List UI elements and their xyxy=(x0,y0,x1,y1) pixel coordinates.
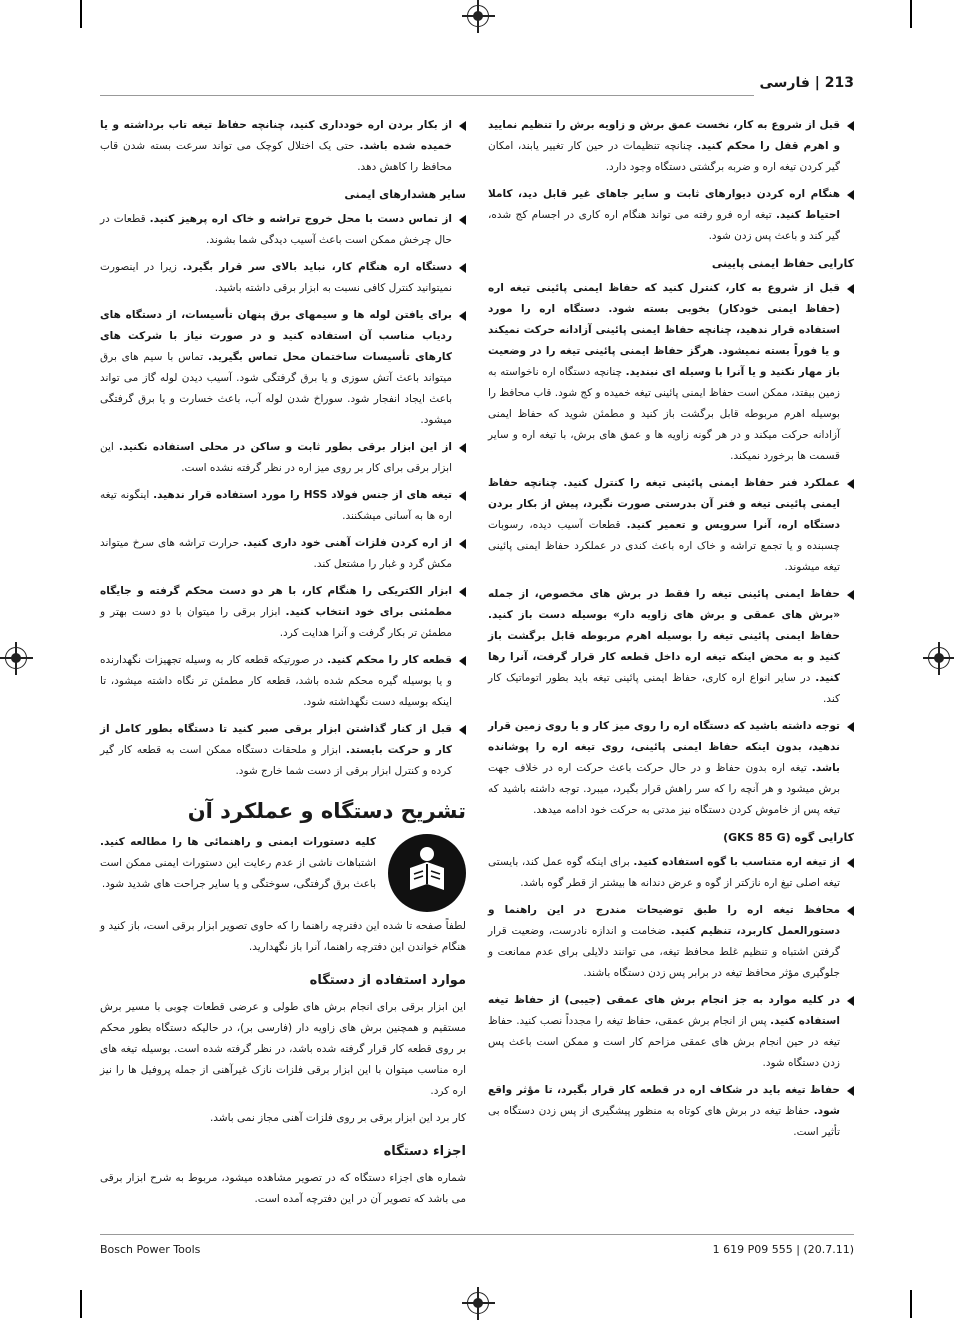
page-label: 213 | فارسی xyxy=(759,75,854,91)
bullet-text: تیغه اره بدون حفاظ و در حال حرکت باعث حرکت اره در خلاف جهت برش میشود و هر آنچه را که سر راهش قرار بگیرد، میبرد. توجه داشته باشید که تیغه پس از خاموش کردن دستگاه نیز مدتی به حرکت خود ادامه میدهد. xyxy=(488,762,840,816)
paragraph: کار برد این ابزار برقی بر روی فلزات آهنی مجاز نمی باشد. xyxy=(209,1112,466,1124)
page-footer xyxy=(100,1234,854,1265)
crop-mark xyxy=(910,0,912,28)
page-header xyxy=(100,75,854,97)
bullet-text: حرارت تراشه های سرخ میتواند مکش گرد و غبار را مشتعل کند. xyxy=(100,537,452,570)
section-heading: اجزاء دستگاه xyxy=(383,1144,466,1159)
manual-warning xyxy=(100,832,466,895)
bullet xyxy=(100,485,466,527)
bullet-heading: قطعه کار را محکم کنید. xyxy=(327,654,452,666)
subheading: سایر هشدارهای ایمنی xyxy=(344,188,466,201)
bullet-heading: از بکار بردن اره خودداری کنید، چنانچه حفاظ تیغه تاب برداشته و یا خمیده شده باشد. xyxy=(100,119,452,152)
bullet-text: اینگونه تیغه اره ها به آسانی میشکنند. xyxy=(100,489,452,522)
paragraph: شماره های اجزاء دستگاه که در تصویر مشاهده میشود، مربوط به شرح ابزار برقی می باشد که تصویر آن در این دفترچه آمده است. xyxy=(100,1172,466,1205)
bullet-text: در صورتیکه قطعه کار به وسیله تجهیزات نگهدارنده و یا بوسیله گیره محکم شده باشد، قطعه کار مطمئن تر نگاه داشته میشود، تا اینکه بوسیله دست نگهداشته شود. xyxy=(100,654,452,708)
crop-mark xyxy=(910,1290,912,1318)
bullet xyxy=(100,437,466,479)
subheading: کارایی گوه (GKS 85 G) xyxy=(723,831,854,844)
bullet xyxy=(488,852,854,894)
bullet xyxy=(100,650,466,713)
bullet-heading: حفاظ ایمنی پائینی تیغه را فقط در برش های مخصوص، از جمله «برش های عمقی و برش های زاویه دار» بوسیله دست باز کنید. حفاظ ایمنی پائینی تیغه را بوسیله اهرم مربوطه قابل برگشت باز کنید و به محض اینکه تیغه اره داخل قطعه کار قرار گرفت، آنرا رها کنید. xyxy=(488,588,840,684)
footer-right: 1 619 P09 555 | (20.7.11) xyxy=(712,1243,854,1256)
subheading: کارایی حفاظ ایمنی پایینی xyxy=(711,257,854,270)
bullet xyxy=(488,278,854,467)
bullet-text: ابزار برقی را میتوان با دو دست بهتر و مطمئن تر بکار گرفت و آنرا هدایت کرد. xyxy=(100,606,452,639)
bullet xyxy=(488,900,854,984)
registration-mark-icon xyxy=(928,647,950,669)
bullet xyxy=(488,1080,854,1143)
bullet-heading: محافظ تیغه اره را طبق توضیحات مندرج در این راهنما و دستورالعمل کاربرد، تنظیم کنید. xyxy=(488,904,840,937)
bullet-heading: قبل از شروع به کار، نخست عمق برش و زاویه برش را تنظیم نمایید و اهرم قفل را محکم کنید. xyxy=(488,119,841,152)
bullet-heading: از این ابزار برقی بطور ثابت و ساکن در محلی استفاده نکنید. xyxy=(118,441,453,453)
registration-mark-icon xyxy=(467,1292,489,1314)
bullet-heading: تیغه های از جنس فولاد HSS را مورد استفاده قرار ندهید. xyxy=(153,489,452,501)
right-column xyxy=(488,115,854,1149)
bullet-text: چنانچه تنظیمات در حین کار تغییر یابند، امکان گیر کردن تیغه اره و ضربه برگشتی دستگاه وجود دارد. xyxy=(488,140,840,173)
bullet-text: تماس با سیم های برق میتواند باعث آتش سوزی و یا برق گرفتگی شود. آسیب دیدن لوله گاز می تواند باعث ایجاد انفجار شود. سوراخ شدن لوله آب، باعث خسارت و یا برق گرفتگی میشود. xyxy=(100,351,452,426)
registration-mark-icon xyxy=(5,647,27,669)
bullet xyxy=(100,209,466,251)
bullet-heading: ابزار الکتریکی را هنگام کار، با هر دو دست محکم گرفته و جایگاه مطمئنی برای خود انتخاب کنید. xyxy=(100,585,452,618)
section-title: تشریح دستگاه و عملکرد آن xyxy=(187,799,466,823)
bullet-text: برای اینکه گوه عمل کند، بایستی تیغه اصلی تیغ اره نازکتر از گوه و عرض دندانه ها بیشتر از قطر گوه باشد. xyxy=(488,856,840,889)
bullet-text: حتی یک اختلال کوچک می تواند سرعت بسته شدن قاب محافظ را کاهش دهد. xyxy=(100,140,452,173)
header-rule xyxy=(100,95,754,96)
bullet xyxy=(488,716,854,821)
bullet-text: پس از انجام برش عمقی، حفاظ تیغه را مجدداً نصب کنید. حفاظ تیغه در حین انجام برش های عمقی مزاحم کار است و ممکن است باعث پس زدن دستگاه شود. xyxy=(488,1015,840,1069)
bullet-text: ضخامت و اندازه نادرست، وضعیت قرار گرفتن اشتباه و تنظیم غلط محافظ تیغه، می توانند دلایلی برای عدم ممانعت و جلوگیری مؤثر محافظ تیغه در برابر پس زدن دستگاه باشند. xyxy=(488,925,840,979)
bullet-text: ابزار و ملحقات دستگاه ممکن است به قطعه کار گیر کرده و کنترل ابزار برقی از دست شما خارج شود. xyxy=(100,744,452,777)
bullet xyxy=(100,581,466,644)
bullet xyxy=(100,719,466,782)
bullet-heading: از تیغه اره متناسب با گوه استفاده کنید. xyxy=(633,856,841,868)
footer-left: Bosch Power Tools xyxy=(100,1243,201,1256)
bullet-text: این ابزار برقی برای کار بر روی میز اره در نظر گرفته نشده است. xyxy=(100,441,452,474)
bullet xyxy=(488,473,854,578)
read-manual-icon xyxy=(388,834,466,912)
bullet-heading: از تماس دست با محل خروج تراشه و خاک اره پرهیز کنید. xyxy=(149,213,452,225)
bullet-heading: دستگاه اره هنگام کار، نباید بالای سر قرار بگیرد. xyxy=(182,261,452,273)
bullet xyxy=(488,115,854,178)
bullet-text: تیغه اره فرو رفته می تواند هنگام اره کاری در اجسام کج شده، گیر کند و باعث پس زدن شود. xyxy=(488,209,840,242)
bullet-text: چنانچه دستگاه اره ناخواسته به زمین بیفتد، ممکن است حفاظ ایمنی پائینی تیغه خمیده و کج شود. قاب محافظ را بوسیله اهرم مربوطه قابل برگشت باز کنید و مطمئن شوید که حفاظ ایمنی آزادانه حرکت میکند و در هر گونه زاویه ها و عمق های برش، با تیغه اره و سایر قسمت ها برخورد نمیکند. xyxy=(488,366,840,462)
bullet-heading: توجه داشته باشید که دستگاه اره را روی میز کار و یا روی زمین قرار ندهید، بدون اینکه حفاظ ایمنی پائینی، روی تیغه اره را پوشانده باشد. xyxy=(488,720,840,774)
section-heading: موارد استفاده از دستگاه xyxy=(309,973,466,988)
registration-mark-icon xyxy=(467,5,489,27)
bullet-text: قطعات در حال چرخش ممکن است باعث آسیب دیدگی شما بشوند. xyxy=(100,213,452,246)
paragraph: این ابزار برقی برای انجام برش های طولی و عرضی قطعات چوبی با مسیر برش مستقیم و همچنین برش های زاویه دار (فارسی بر)، در حالیکه دستگاه بطور محکم بر روی قطعه کار قرار گرفته شده باشد، در نظر گرفته شده است. بوسیله تیغه های اره مناسب میتوان با این ابزار برقی فلزات نازک غیرآهنی از جمله پروفیل ها را نیز اره کرد. xyxy=(100,1001,466,1097)
bullet-text: زیرا در اینصورت نمیتوانید کنترل کافی نسبت به ابزار برقی داشته باشید. xyxy=(100,261,452,294)
bullet xyxy=(488,584,854,710)
warning-heading: کلیه دستورات ایمنی و راهنمائی ها را مطالعه کنید. xyxy=(100,836,376,848)
bullet-heading: در کلیه موارد به جز انجام برش های عمقی (جیبی) از حفاظ تیغه استفاده کنید. xyxy=(488,994,840,1027)
bullet xyxy=(100,533,466,575)
bullet xyxy=(100,115,466,178)
crop-mark xyxy=(80,0,82,28)
bullet xyxy=(488,990,854,1074)
bullet-heading: برای یافتن لوله ها و سیمهای برق پنهان تأسیسات، از دستگاه های ردیاب مناسب آن استفاده کنید و در صورت نیاز با شرکت های کارهای تأسیسات ساختمان محل تماس بگیرید. xyxy=(100,309,452,363)
warning-text: اشتباهات ناشی از عدم رعایت این دستورات ایمنی ممکن است باعث برق گرفتگی، سوختگی و یا سایر جراحت های شدید شود. xyxy=(100,857,376,890)
bullet-text: قطعات آسیب دیده، رسوبات چسبنده و یا تجمع تراشه و خاک اره باعث کندی در عملکرد حفاظ ایمنی پائینی تیغه میشوند. xyxy=(488,519,840,573)
bullet xyxy=(100,305,466,431)
bullet-heading: از اره کردن فلزات آهنی خود داری کنید. xyxy=(243,537,452,549)
bullet xyxy=(100,257,466,299)
bullet-heading: قبل از شروع به کار، کنترل کنید که حفاظ ایمنی پائینی تیغه اره (حفاظ ایمنی خودکار) بخوبی بسته شود. دستگاه اره را مورد استفاده قرار ندهید، چنانچه حفاظ ایمنی پائینی آزادانه حرکت نمیکند و یا فوراً بسته نمیشود. هرگز حفاظ ایمنی پائینی تیغه را در وضعیت باز مهار نکنید و یا آنرا با وسیله ای نبندید. xyxy=(488,282,840,378)
bullet xyxy=(488,184,854,247)
bullet-heading: عملکرد فنر حفاظ ایمنی پائینی تیغه را کنترل کنید. چنانچه حفاظ ایمنی پائینی تیغه و فنر آن بدرستی صورت نگیرد، پیش از بکار بردن دستگاه اره، آنرا سرویس و تعمیر کنید. xyxy=(488,477,840,531)
paragraph: لطفاً صفحه تا شده این دفترچه راهنما را که حاوی تصویر ابزار برقی است، باز کنید و هنگام خواندن این دفترچه راهنما، آنرا باز نگهدارید. xyxy=(100,920,466,953)
crop-mark xyxy=(80,1290,82,1318)
bullet-text: در سایر انواع اره کاری، حفاظ ایمنی پائینی تیغه باید بطور اتوماتیک کار کند. xyxy=(488,672,840,705)
bullet-heading: هنگام اره کردن دیوارهای ثابت و سایر جاهای غیر قابل دید، کاملا احتیاط کنید. xyxy=(488,188,840,221)
bullet-heading: قبل از کنار گذاشتن ابزار برقی صبر کنید تا دستگاه بطور کامل از کار و حرکت بایستد. xyxy=(100,723,453,756)
left-column xyxy=(100,115,466,1216)
bullet-heading: حفاظ تیغه باید در شکاف اره در قطعه کار قرار بگیرد، تا مؤثر واقع شود. xyxy=(488,1084,840,1117)
bullet-text: حفاظ تیغه در برش های کوتاه به منظور پیشگیری از پس زدن دستگاه بی تأثیر است. xyxy=(488,1105,840,1138)
